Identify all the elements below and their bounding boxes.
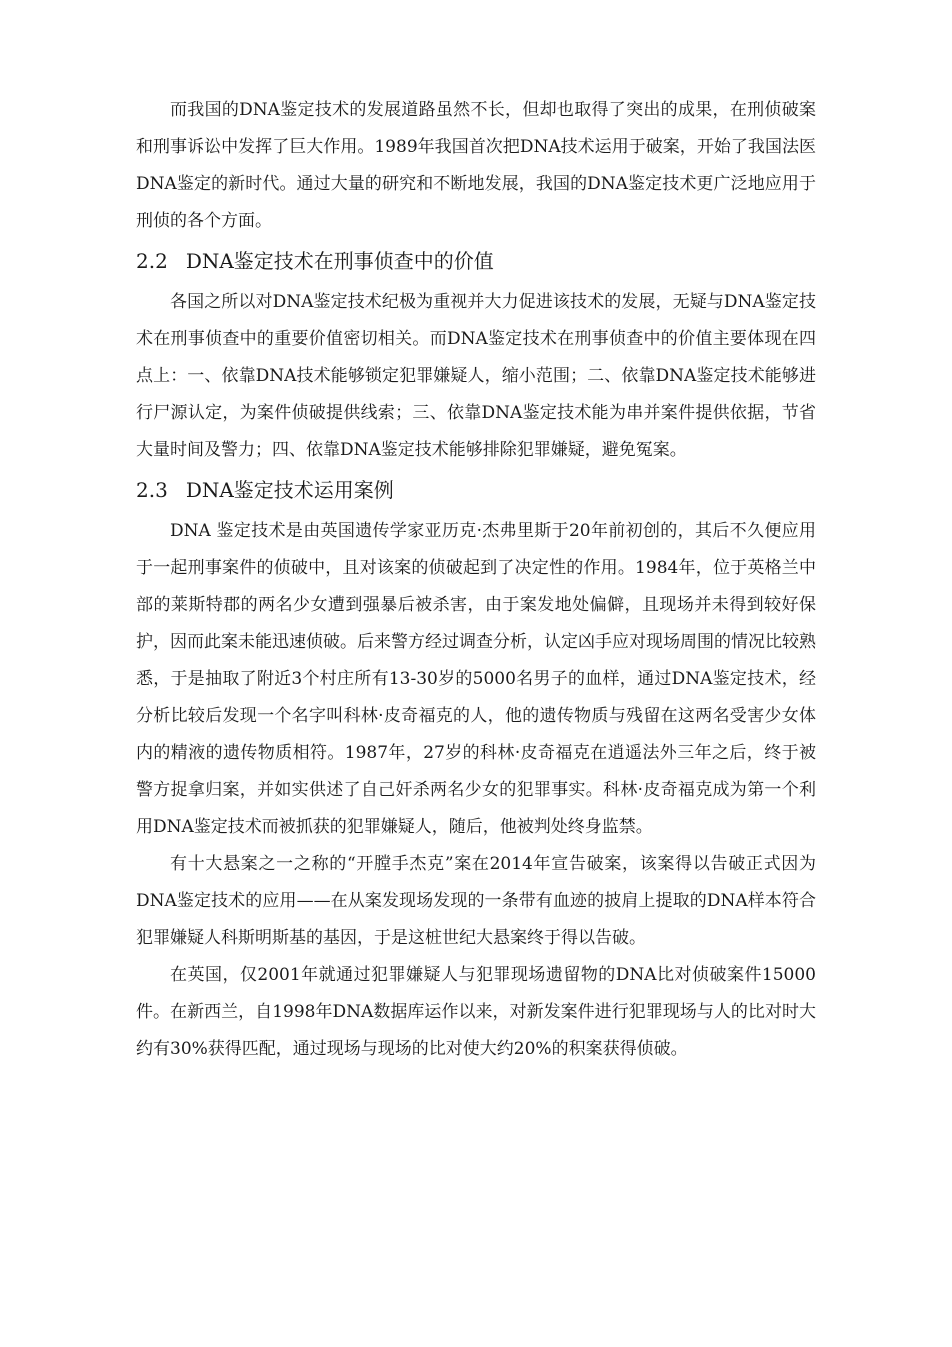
section-heading-2-3: [136, 473, 816, 507]
section-heading-2-2: [136, 244, 816, 278]
section-number: 2.2: [136, 249, 168, 273]
body-paragraph: 而我国的DNA鉴定技术的发展道路虽然不长，但却也取得了突出的成果，在刑侦破案和刑事诉讼中发挥了巨大作用。1989年我国首次把DNA技术运用于破案，开始了我国法医DNA鉴定的新时代。通过大量的研究和不断地发展，我国的DNA鉴定技术更广泛地应用于刑侦的各个方面。: [136, 100, 816, 231]
document-page: [136, 92, 816, 1068]
body-paragraph: 各国之所以对DNA鉴定技术纪极为重视并大力促进该技术的发展，无疑与DNA鉴定技术在刑事侦查中的重要价值密切相关。而DNA鉴定技术在刑事侦查中的价值主要体现在四点上：一、依靠DNA技术能够锁定犯罪嫌疑人，缩小范围；二、依靠DNA鉴定技术能够进行尸源认定，为案件侦破提供线索；三、依靠DNA鉴定技术能为串并案件提供依据，节省大量时间及警力；四、依靠DNA鉴定技术能够排除犯罪嫌疑，避免冤案。: [136, 292, 816, 460]
body-paragraph: DNA 鉴定技术是由英国遗传学家亚历克·杰弗里斯于20年前初创的，其后不久便应用于一起刑事案件的侦破中，且对该案的侦破起到了决定性的作用。1984年，位于英格兰中部的莱斯特郡的两名少女遭到强暴后被杀害，由于案发地处偏僻，且现场并未得到较好保护，因而此案未能迅速侦破。后来警方经过调查分析，认定凶手应对现场周围的情况比较熟悉，于是抽取了附近3个村庄所有13-30岁的5000名男子的血样，通过DNA鉴定技术，经分析比较后发现一个名字叫科林·皮奇福克的人，他的遗传物质与残留在这两名受害少女体内的精液的遗传物质相符。1987年，27岁的科林·皮奇福克在逍遥法外三年之后，终于被警方捉拿归案，并如实供述了自己奸杀两名少女的犯罪事实。科林·皮奇福克成为第一个利用DNA鉴定技术而被抓获的犯罪嫌疑人，随后，他被判处终身监禁。: [136, 521, 816, 837]
section-title: DNA鉴定技术在刑事侦查中的价值: [185, 249, 494, 273]
body-paragraph: 有十大悬案之一之称的“开膛手杰克”案在2014年宣告破案，该案得以告破正式因为DNA鉴定技术的应用——在从案发现场发现的一条带有血迹的披肩上提取的DNA样本符合犯罪嫌疑人科斯明斯基的基因，于是这桩世纪大悬案终于得以告破。: [136, 854, 816, 948]
section-title: DNA鉴定技术运用案例: [185, 478, 394, 502]
body-paragraph: 在英国，仅2001年就通过犯罪嫌疑人与犯罪现场遗留物的DNA比对侦破案件15000件。在新西兰，自1998年DNA数据库运作以来，对新发案件进行犯罪现场与人的比对时大约有30%获得匹配，通过现场与现场的比对使大约20%的积案获得侦破。: [136, 965, 816, 1059]
section-number: 2.3: [136, 478, 168, 502]
